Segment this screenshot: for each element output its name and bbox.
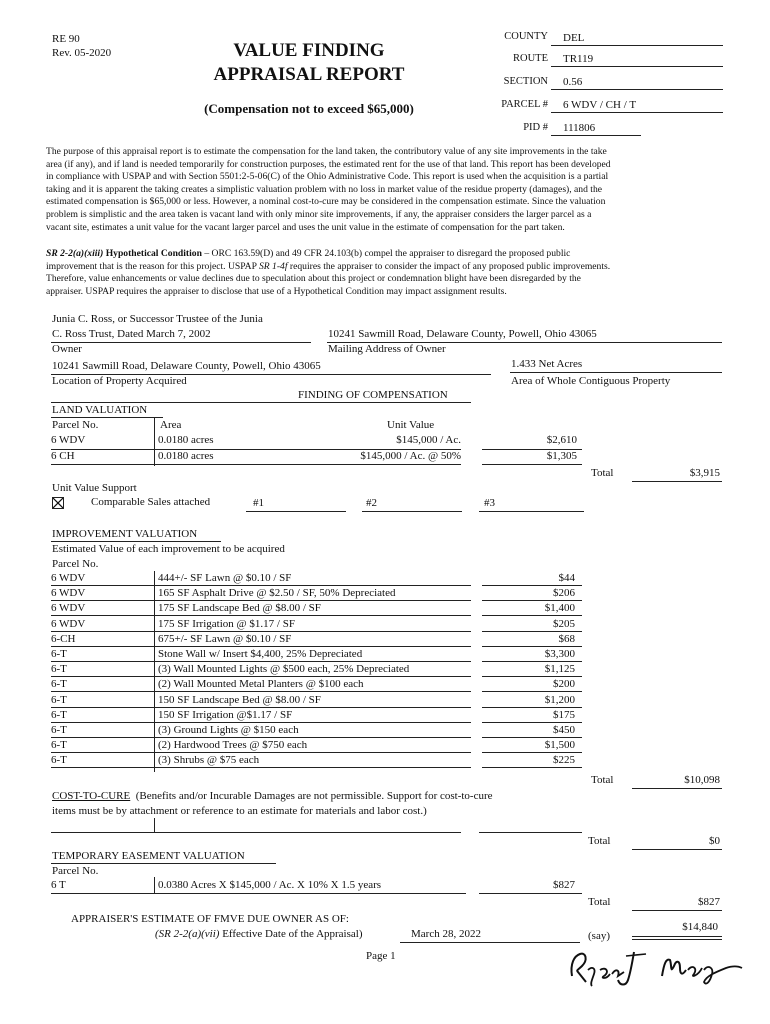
form-title-line1: VALUE FINDING	[233, 40, 385, 61]
improvement-row-rule	[51, 676, 471, 677]
improvement-row: 6-CH 675+/- SF Lawn @ $0.10 / SF $68	[51, 633, 575, 645]
improvement-row-rule	[51, 752, 471, 753]
form-revision: Rev. 05-2020	[52, 47, 112, 59]
header-field-value: DEL	[551, 32, 723, 46]
comp-sale-1: #1	[253, 497, 264, 509]
header-field-label: SECTION	[503, 76, 548, 87]
cost-to-cure-total-rule	[632, 849, 722, 850]
improvement-row-rule	[51, 767, 471, 768]
improvement-value-rule	[482, 600, 582, 601]
page-number: Page 1	[366, 950, 396, 962]
improvement-row-rule	[51, 661, 471, 662]
net-area: 1.433 Net Acres	[511, 358, 583, 370]
improvement-row-rule	[51, 691, 471, 692]
comp-sale-rule	[362, 511, 462, 512]
improvement-row: 6-T Stone Wall w/ Insert $4,400, 25% Depreciated $3,300	[51, 648, 575, 660]
improvement-row: 6 WDV 165 SF Asphalt Drive @ $2.50 / SF, 50% Depreciated $206	[51, 587, 575, 599]
header-field-value: 6 WDV / CH / T	[551, 99, 723, 113]
property-location: 10241 Sawmill Road, Delaware County, Powell, Ohio 43065	[52, 360, 321, 372]
comp-sale-3: #3	[484, 497, 495, 509]
improvement-row-rule	[51, 615, 471, 616]
improvement-row: 6-T 150 SF Irrigation @$1.17 / SF $175	[51, 709, 575, 721]
improvement-row: 6-T (3) Shrubs @ $75 each $225	[51, 754, 575, 766]
land-total-value: $3,915	[689, 467, 720, 479]
land-row: 6 CH 0.0180 acres $145,000 / Ac. @ 50% $1,305	[51, 450, 577, 462]
improvement-value-rule	[482, 722, 582, 723]
improvement-value-rule	[482, 767, 582, 768]
form-code: RE 90	[52, 33, 80, 45]
estimate-amount-rule	[632, 939, 722, 940]
improvement-col-parcel: Parcel No.	[52, 558, 99, 570]
land-col-area: Area	[160, 419, 182, 431]
estimate-say: (say)	[588, 930, 610, 942]
form-subtitle: (Compensation not to exceed $65,000)	[204, 101, 414, 116]
improvement-total-label: Total	[591, 774, 614, 786]
improvement-row: 6-T (2) Hardwood Trees @ $750 each $1,500	[51, 739, 575, 751]
estimate-line1: APPRAISER'S ESTIMATE OF FMVE DUE OWNER AS OF:	[71, 913, 349, 925]
improvement-total-value: $10,098	[684, 774, 720, 786]
comparable-sales-checkbox[interactable]	[52, 497, 64, 509]
land-row: 6 WDV 0.0180 acres $145,000 / Ac. $2,610	[51, 434, 577, 446]
header-field-value: 0.56	[551, 76, 723, 90]
improvement-row: 6-T (3) Ground Lights @ $150 each $450	[51, 724, 575, 736]
land-heading: LAND VALUATION	[52, 404, 148, 416]
improvement-row-rule	[51, 737, 471, 738]
hypothetical-heading: Hypothetical Condition	[105, 248, 202, 259]
cost-to-cure-total-value: $0	[709, 835, 720, 847]
purpose-paragraph	[46, 146, 724, 234]
owner-name-line1: Junia C. Ross, or Successor Trustee of the Junia	[52, 313, 263, 325]
improvement-heading-rule	[51, 541, 221, 542]
effective-date: March 28, 2022	[411, 928, 481, 940]
improvement-value-rule	[482, 631, 582, 632]
cost-to-cure-divider	[154, 818, 155, 832]
estimate-amount: $14,840	[682, 921, 718, 933]
improvement-value-rule	[482, 737, 582, 738]
temporary-heading-rule	[51, 863, 276, 864]
land-row-rule	[51, 464, 461, 465]
improvement-row-rule	[51, 600, 471, 601]
finding-heading: FINDING OF COMPENSATION	[298, 389, 448, 401]
improvement-total-rule	[632, 788, 722, 789]
comp-sale-rule	[246, 511, 346, 512]
temporary-heading: TEMPORARY EASEMENT VALUATION	[52, 850, 245, 862]
improvement-value-rule	[482, 615, 582, 616]
estimate-amount-rule	[632, 936, 722, 937]
improvement-row: 6 WDV 175 SF Irrigation @ $1.17 / SF $205	[51, 618, 575, 630]
owner-underline	[51, 342, 311, 343]
improvement-row-rule	[51, 722, 471, 723]
improvement-row-rule	[51, 585, 471, 586]
improvement-row: 6 WDV 444+/- SF Lawn @ $0.10 / SF $44	[51, 572, 575, 584]
improvement-value-rule	[482, 661, 582, 662]
purpose-line: taking and it is apparent the taking creates a simplistic valuation problem with no loss in market value of the residue property (damages), and the	[46, 183, 603, 195]
improvement-value-rule	[482, 646, 582, 647]
land-total-rule	[632, 481, 722, 482]
purpose-line: estimated compensation is $65,000 or less. However, a nominal cost-to-cure may be considered in the compensation estimate. Since the valuation	[46, 196, 606, 208]
cost-to-cure-value-rule	[479, 832, 582, 833]
improvement-value-rule	[482, 691, 582, 692]
land-col-parcel: Parcel No.	[52, 419, 99, 431]
improvement-value-rule	[482, 707, 582, 708]
improvement-row: 6-T 150 SF Landscape Bed @ $8.00 / SF $1,200	[51, 694, 575, 706]
form-title-line2: APPRAISAL REPORT	[213, 64, 405, 85]
improvement-row: 6 WDV 175 SF Landscape Bed @ $8.00 / SF $1,400	[51, 602, 575, 614]
header-field-label: PARCEL #	[501, 99, 548, 110]
improvement-value-rule	[482, 752, 582, 753]
mailing-label: Mailing Address of Owner	[328, 343, 446, 355]
improvement-value-rule	[482, 676, 582, 677]
improvement-row: 6-T (2) Wall Mounted Metal Planters @ $100 each $200	[51, 678, 575, 690]
net-area-underline	[510, 372, 722, 373]
appraiser-signature	[566, 946, 746, 988]
finding-rule	[51, 402, 471, 403]
location-label: Location of Property Acquired	[52, 375, 187, 387]
improvement-row-rule	[51, 707, 471, 708]
temporary-total-label: Total	[588, 896, 611, 908]
purpose-line: The purpose of this appraisal report is to estimate the compensation for the land taken, the contributory value of any site improvements in the take	[46, 146, 607, 157]
improvement-subheading: Estimated Value of each improvement to be acquired	[52, 543, 285, 555]
temporary-value-rule	[479, 893, 582, 894]
header-field-label: ROUTE	[513, 53, 548, 64]
cost-to-cure-rule	[51, 832, 461, 833]
effective-date-rule	[400, 942, 580, 943]
owner-label: Owner	[52, 343, 82, 355]
comp-sale-rule	[479, 511, 584, 512]
temporary-total-value: $827	[698, 896, 720, 908]
purpose-line: in compliance with USPAP and with Section 5501:2-5-06(C) of the Ohio Administrative Code. This report is used when the acquisition is a partial	[46, 171, 609, 183]
estimate-line2: (SR 2-2(a)(vii) Effective Date of the Appraisal)	[155, 928, 363, 940]
comp-sale-2: #2	[366, 497, 377, 509]
unit-support-heading: Unit Value Support	[52, 482, 137, 494]
net-area-label: Area of Whole Contiguous Property	[511, 375, 671, 387]
improvement-heading: IMPROVEMENT VALUATION	[52, 528, 198, 540]
land-value-rule	[482, 464, 582, 465]
cost-to-cure-note: items must be by attachment or reference to an estimate for materials and labor cost.)	[52, 805, 427, 817]
hypothetical-ref: SR 2-2(a)(xiii)	[46, 248, 104, 259]
temporary-row: 6 T 0.0380 Acres X $145,000 / Ac. X 10% X 1.5 years $827	[51, 879, 575, 891]
mailing-address: 10241 Sawmill Road, Delaware County, Powell, Ohio 43065	[328, 328, 597, 340]
temporary-col-parcel: Parcel No.	[52, 865, 99, 877]
temporary-row-rule	[51, 893, 466, 894]
land-total-label: Total	[591, 467, 614, 479]
hypothetical-condition: SR 2-2(a)(xiii) Hypothetical Condition – ORC 163.59(D) and 49 CFR 24.103(b) compel the appraiser to disregard the proposed public improvement that is the reason for this project. USPAP SR 1-4f requires the appraiser to consider the impact of any proposed public improvements. Therefore, value enhancements or value declines due to speculation about this project or condemnation blight have been disregarded by the appraiser. USPAP requires the appraiser to disclose that use of a Hypothetical Condition may impact assignment results.	[46, 248, 611, 297]
land-col-unit: Unit Value	[387, 419, 435, 431]
cost-to-cure-heading: COST-TO-CURE (Benefits and/or Incurable Damages are not permissible. Support for cost-to-cure	[52, 790, 493, 802]
purpose-line: problem is simplistic and the area taken is vacant land with only minor site improvements, if any, the appraiser considers the larger parcel as a	[46, 208, 592, 220]
comparable-sales-label: Comparable Sales attached	[91, 496, 211, 508]
land-heading-rule	[51, 417, 163, 418]
temporary-total-rule	[632, 910, 722, 911]
improvement-row: 6-T (3) Wall Mounted Lights @ $500 each, 25% Depreciated $1,125	[51, 663, 575, 675]
header-field-label: COUNTY	[504, 31, 548, 42]
improvement-value-rule	[482, 585, 582, 586]
purpose-line: area (if any), and if land is needed temporarily for construction purposes, the estimated rent for the use of that land. This report has been developed	[46, 158, 611, 170]
header-field-label: PID #	[523, 122, 548, 133]
improvement-row-rule	[51, 631, 471, 632]
purpose-line: vacant site, estimates a unit value for the vacant larger parcel and uses the unit value in the estimate of compensation for the part taken.	[46, 221, 565, 233]
improvement-row-rule	[51, 646, 471, 647]
land-value-rule	[482, 449, 582, 450]
owner-name-line2: C. Ross Trust, Dated March 7, 2002	[52, 328, 211, 340]
cost-to-cure-total-label: Total	[588, 835, 611, 847]
header-field-value: TR119	[551, 53, 723, 67]
header-field-value: 111806	[551, 122, 641, 136]
